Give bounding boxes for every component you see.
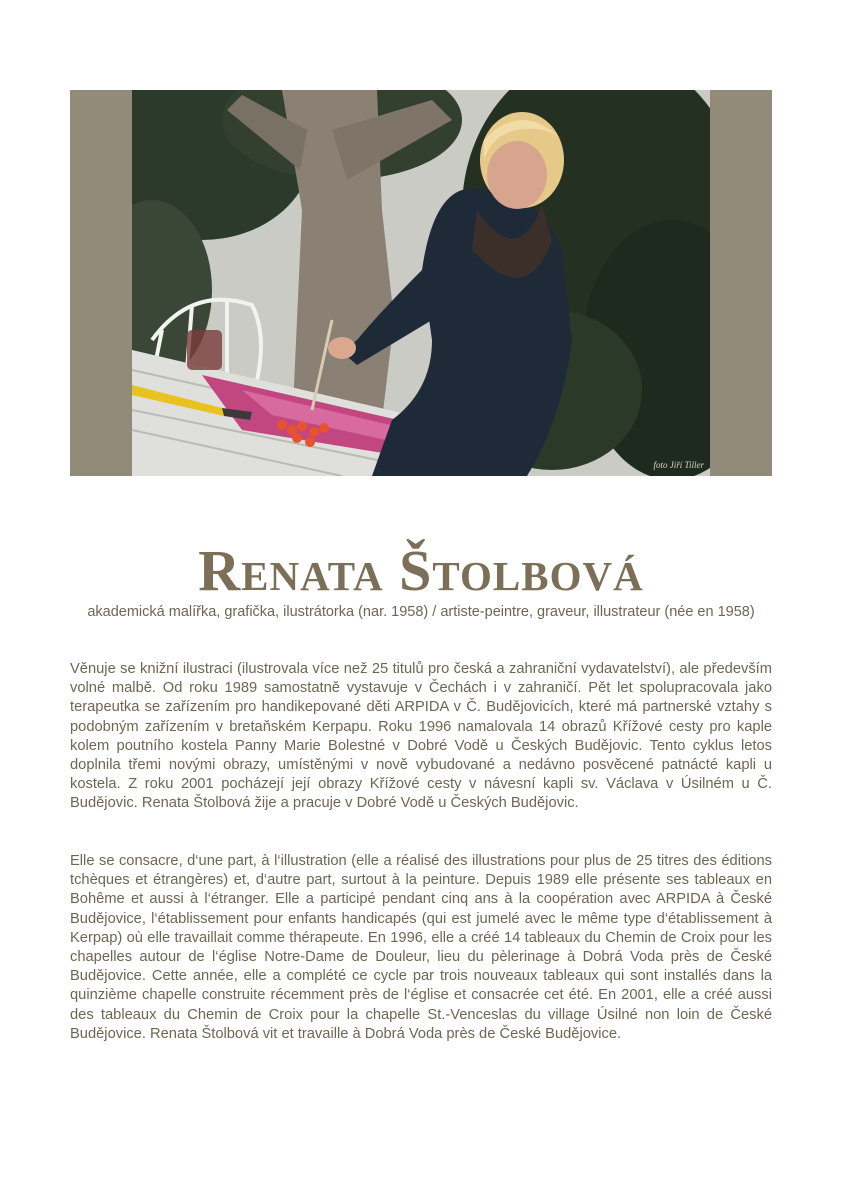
artist-subtitle: akademická malířka, grafička, ilustrátorka (nar. 1958) / artiste-peintre, graveur, illustrateur (née en 1958) — [87, 604, 755, 620]
artist-name: Renata Štolbová — [198, 538, 644, 603]
biography-french: Elle se consacre, d‘une part, à l‘illustration (elle a réalisé des illustrations pour plus de 25 titres des éditions tchèques et étrangères) et, d‘autre part, surtout à la peinture. Depuis 1989 elle présente ses tableaux en Bohême et aussi à l‘étranger. Elle a participé pendant cinq ans à la coopération avec ARPIDA à České Budějovice, l‘établissement pour enfants handicapés (qui est jumelé avec le même type d‘établissement à Kerpap) où elle travaillait comme thérapeute. En 1996, elle a créé 14 tableaux du Chemin de Croix pour les chapelles autour de l‘église Notre-Dame de Douleur, lieu du pèlerinage à Dobrá Voda près de České Budějovice. Cette année, elle a complété ce cycle par trois nouveaux tableaux qui sont installés dans la quinzième chapelle construite récemment près de l‘église et consacrée cet été. En 2001, elle a créé aussi des tableaux du Chemin de Croix pour la chapelle St.-Venceslas du village Úsilné non loin de České Budějovice. Renata Štolbová vit et travaille à Dobrá Voda près de České Budějovice. — [70, 853, 772, 1042]
photo-frame — [70, 90, 772, 476]
artist-photo — [132, 90, 710, 476]
photo-credit: foto Jiří Tiller — [653, 460, 704, 470]
biography-czech: Věnuje se knižní ilustraci (ilustrovala více než 25 titulů pro česká a zahraniční vydavatelství), ale především volné malbě. Od roku 1989 samostatně vystavuje v Čechách i v zahraničí. Pět let spolupracovala jako terapeutka se zařízením pro handikepované děti ARPIDA v Č. Budějovicích, které má partnerské vztahy s podobným zařízením v bretaňském Kerpapu. Roku 1996 namalovala 14 obrazů Křížové cesty pro kaple kolem poutního kostela Panny Marie Bolestné v Dobré Vodě u Českých Budějovic. Tento cyklus letos doplnila třemi novými obrazy, umístěnými v nově vybudované a nedávno posvěcené patnácté kapli u kostela. Z roku 2001 pocházejí její obrazy Křížové cesty v návesní kapli sv. Václava v Úsilném u Č. Budějovic. Renata Štolbová žije a pracuje v Dobré Vodě u Českých Budějovic. — [70, 661, 772, 812]
artist-painting-photo — [132, 90, 710, 476]
